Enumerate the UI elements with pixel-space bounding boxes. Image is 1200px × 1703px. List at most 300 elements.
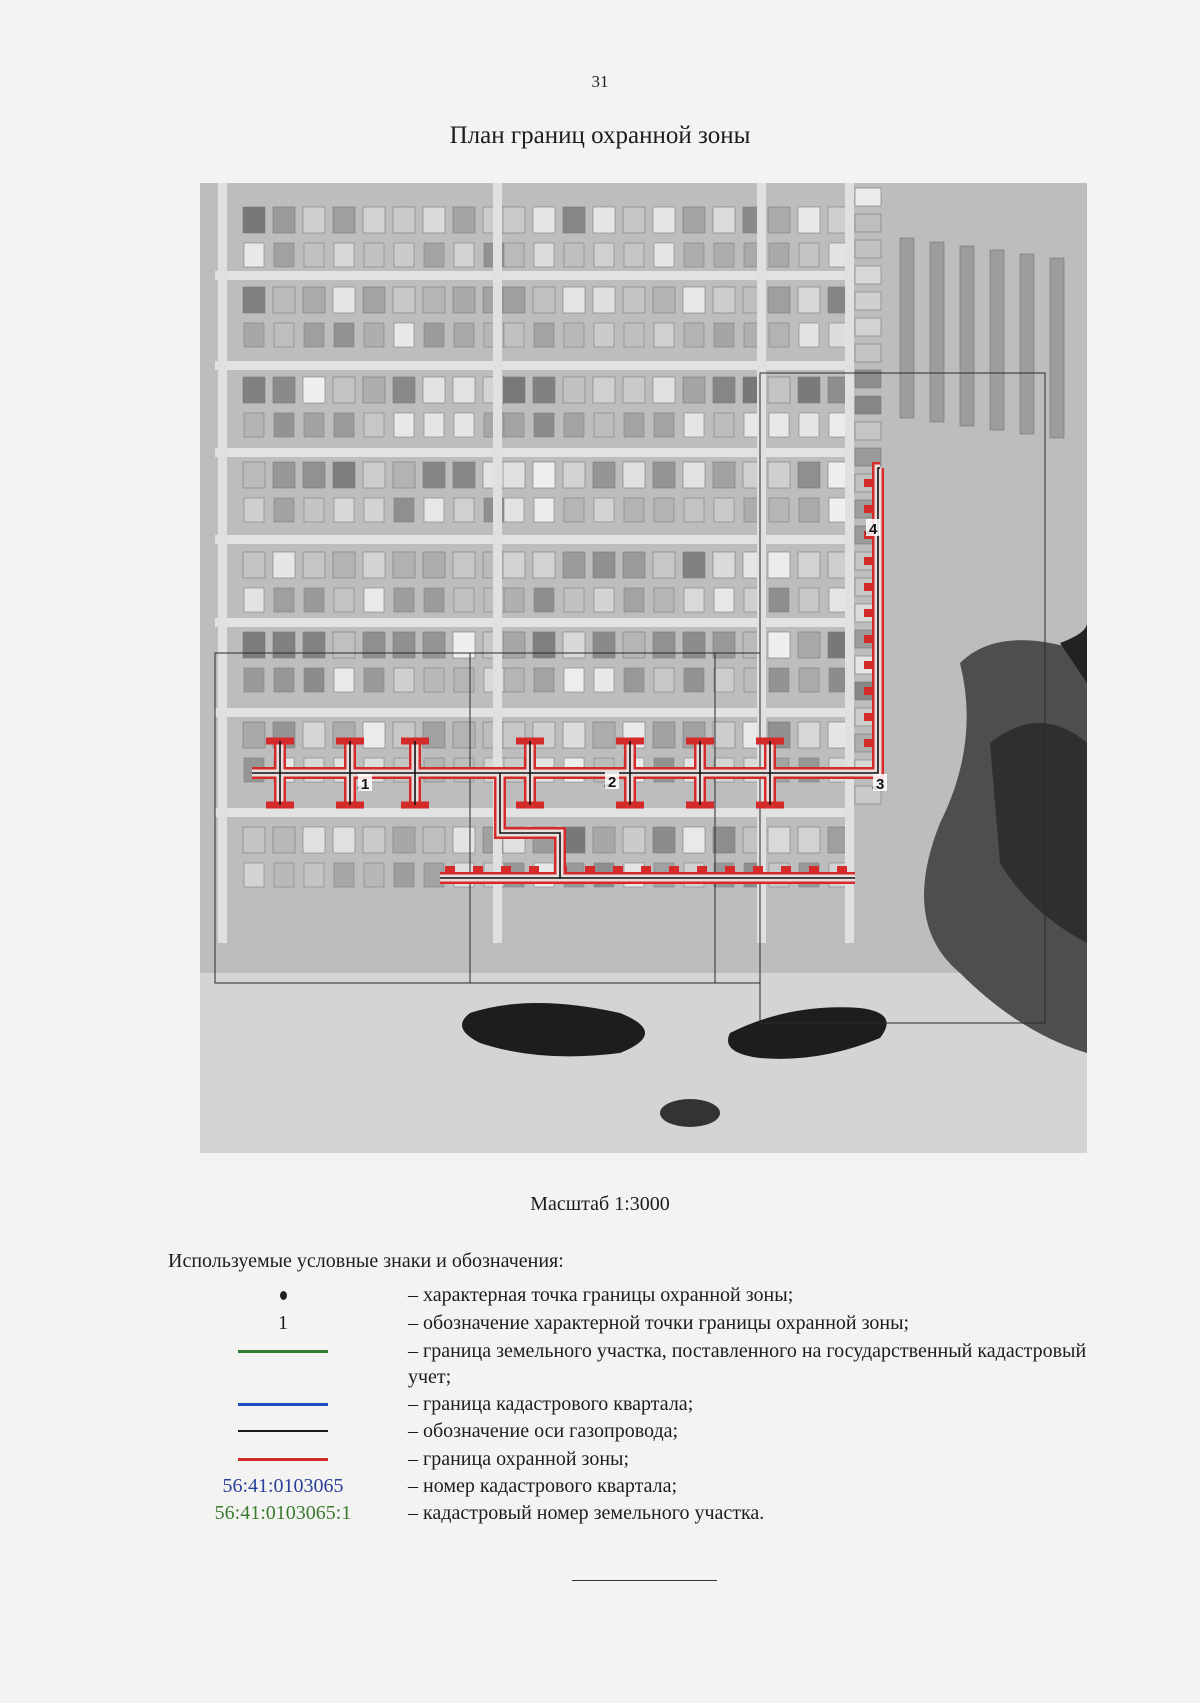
house <box>503 377 525 403</box>
house <box>304 668 324 692</box>
house <box>624 243 644 267</box>
house <box>274 863 294 887</box>
house <box>593 722 615 748</box>
house <box>594 413 614 437</box>
house <box>453 722 475 748</box>
house <box>713 287 735 313</box>
house <box>393 827 415 853</box>
house-row <box>960 246 974 426</box>
house <box>798 462 820 488</box>
house <box>684 323 704 347</box>
house <box>768 462 790 488</box>
legend-desc: – номер кадастрового квартала; <box>408 1475 678 1497</box>
open-field <box>200 973 1087 1153</box>
house <box>453 207 475 233</box>
protection-zone-line-symbol <box>238 1458 328 1461</box>
house <box>453 552 475 578</box>
street <box>845 183 854 943</box>
house <box>593 552 615 578</box>
house <box>453 287 475 313</box>
house <box>623 287 645 313</box>
house <box>364 863 384 887</box>
house <box>654 668 674 692</box>
house-row <box>900 238 914 418</box>
house <box>799 668 819 692</box>
house <box>273 207 295 233</box>
house <box>533 462 555 488</box>
house <box>653 287 675 313</box>
legend-item-protection-zone <box>168 1446 1128 1472</box>
house <box>273 377 295 403</box>
house <box>563 207 585 233</box>
house <box>855 266 881 284</box>
house <box>768 632 790 658</box>
house <box>363 462 385 488</box>
point-label: 4 <box>869 521 878 538</box>
house <box>504 323 524 347</box>
house <box>394 668 414 692</box>
house <box>393 632 415 658</box>
house <box>244 498 264 522</box>
house <box>454 588 474 612</box>
house <box>564 323 584 347</box>
house <box>504 498 524 522</box>
house <box>394 243 414 267</box>
house <box>855 422 881 440</box>
house <box>654 413 674 437</box>
house <box>363 377 385 403</box>
quarter-number-symbol: 56:41:0103065 <box>222 1474 344 1497</box>
house <box>333 632 355 658</box>
house <box>334 668 354 692</box>
house <box>423 632 445 658</box>
house <box>769 668 789 692</box>
house <box>424 668 444 692</box>
legend-item-parcel-number <box>168 1500 1128 1526</box>
house <box>243 462 265 488</box>
house <box>684 413 704 437</box>
street <box>757 183 766 943</box>
house <box>303 827 325 853</box>
house <box>424 243 444 267</box>
house <box>799 243 819 267</box>
house <box>304 498 324 522</box>
house <box>714 668 734 692</box>
house <box>624 588 644 612</box>
house <box>274 243 294 267</box>
house <box>768 207 790 233</box>
house <box>714 323 734 347</box>
house <box>243 632 265 658</box>
house <box>304 243 324 267</box>
house <box>303 377 325 403</box>
house <box>623 377 645 403</box>
house <box>533 552 555 578</box>
house <box>594 243 614 267</box>
house <box>274 498 294 522</box>
house <box>768 827 790 853</box>
house <box>273 632 295 658</box>
house <box>243 827 265 853</box>
house <box>503 207 525 233</box>
house <box>334 413 354 437</box>
legend-title: Используемые условные знаки и обозначения: <box>168 1250 564 1272</box>
house <box>653 462 675 488</box>
house <box>423 287 445 313</box>
house <box>424 323 444 347</box>
house <box>653 552 675 578</box>
house <box>563 462 585 488</box>
house <box>714 413 734 437</box>
house <box>333 377 355 403</box>
house <box>855 318 881 336</box>
house <box>593 287 615 313</box>
legend-desc: – кадастровый номер земельного участка. <box>408 1502 765 1524</box>
house <box>453 377 475 403</box>
house <box>393 377 415 403</box>
house <box>454 668 474 692</box>
house <box>683 207 705 233</box>
house <box>798 552 820 578</box>
house <box>423 207 445 233</box>
house <box>624 413 644 437</box>
legend-item-boundary-point <box>168 1282 1128 1308</box>
house <box>503 287 525 313</box>
house <box>654 588 674 612</box>
house <box>423 552 445 578</box>
house <box>713 377 735 403</box>
house <box>683 462 705 488</box>
house <box>534 498 554 522</box>
house <box>564 413 584 437</box>
map-scale: Масштаб 1:3000 <box>530 1193 670 1215</box>
house <box>394 863 414 887</box>
house <box>333 462 355 488</box>
legend-desc: – характерная точка границы охранной зоны; <box>408 1284 794 1306</box>
house <box>303 207 325 233</box>
gas-axis-line-symbol <box>238 1430 328 1432</box>
house <box>364 413 384 437</box>
legend-item-quarter-boundary <box>168 1391 1128 1417</box>
house <box>714 588 734 612</box>
house <box>623 827 645 853</box>
house <box>454 243 474 267</box>
house <box>713 722 735 748</box>
house <box>855 188 881 206</box>
house <box>454 413 474 437</box>
house-row <box>1020 254 1034 434</box>
house <box>624 323 644 347</box>
street <box>215 708 845 717</box>
house <box>423 462 445 488</box>
house <box>244 323 264 347</box>
house <box>855 214 881 232</box>
house <box>683 287 705 313</box>
house <box>363 722 385 748</box>
quarter-boundary-line-symbol <box>238 1403 328 1406</box>
house <box>424 413 444 437</box>
house <box>798 827 820 853</box>
house <box>563 552 585 578</box>
house <box>454 323 474 347</box>
house <box>504 413 524 437</box>
house <box>769 413 789 437</box>
house <box>453 462 475 488</box>
house <box>364 588 384 612</box>
house-row <box>1050 258 1064 438</box>
house <box>334 323 354 347</box>
house <box>304 863 324 887</box>
house <box>593 207 615 233</box>
house <box>394 323 414 347</box>
house <box>653 377 675 403</box>
house <box>594 323 614 347</box>
house <box>623 632 645 658</box>
house <box>363 207 385 233</box>
house <box>333 552 355 578</box>
house <box>394 498 414 522</box>
house <box>303 722 325 748</box>
house <box>855 344 881 362</box>
house <box>304 413 324 437</box>
page-title: План границ охранной зоны <box>449 122 751 149</box>
end-rule <box>572 1580 717 1581</box>
legend-desc: – граница кадастрового квартала; <box>408 1393 694 1415</box>
house <box>243 552 265 578</box>
house <box>303 632 325 658</box>
house <box>799 413 819 437</box>
house <box>593 377 615 403</box>
legend-desc: – обозначение характерной точки границы охранной зоны; <box>408 1312 910 1334</box>
point-label: 3 <box>876 776 885 793</box>
house <box>394 413 414 437</box>
house <box>274 323 294 347</box>
house <box>303 462 325 488</box>
house <box>683 827 705 853</box>
house <box>244 413 264 437</box>
street <box>218 183 227 943</box>
legend-item-parcel-boundary <box>168 1338 1128 1390</box>
house <box>333 827 355 853</box>
house <box>594 498 614 522</box>
house <box>683 377 705 403</box>
house <box>424 498 444 522</box>
legend-item-point-label <box>168 1310 1128 1336</box>
house <box>304 323 324 347</box>
house <box>273 462 295 488</box>
house <box>244 668 264 692</box>
house <box>533 377 555 403</box>
house <box>533 207 555 233</box>
parcel-number-symbol: 56:41:0103065:1 <box>214 1501 352 1524</box>
house <box>453 827 475 853</box>
legend-desc: – граница охранной зоны; <box>408 1448 630 1470</box>
house <box>534 413 554 437</box>
house <box>855 240 881 258</box>
house <box>623 207 645 233</box>
pond <box>660 1099 720 1127</box>
house <box>533 632 555 658</box>
house <box>654 498 674 522</box>
house <box>394 588 414 612</box>
legend-item-quarter-number <box>168 1473 1128 1499</box>
legend-desc: – обозначение оси газопровода; <box>408 1420 679 1442</box>
house <box>594 668 614 692</box>
house <box>563 722 585 748</box>
house <box>244 243 264 267</box>
street <box>215 448 845 457</box>
house <box>714 243 734 267</box>
house <box>653 632 675 658</box>
house <box>333 287 355 313</box>
house <box>683 632 705 658</box>
house <box>563 632 585 658</box>
house <box>799 588 819 612</box>
street <box>215 535 845 544</box>
house <box>334 243 354 267</box>
house <box>534 668 554 692</box>
house <box>534 243 554 267</box>
point-label: 1 <box>361 776 370 793</box>
house <box>653 722 675 748</box>
house <box>684 588 704 612</box>
house <box>855 292 881 310</box>
house <box>303 552 325 578</box>
house <box>593 462 615 488</box>
house <box>334 588 354 612</box>
house <box>653 207 675 233</box>
house <box>563 377 585 403</box>
house <box>563 827 585 853</box>
house <box>684 243 704 267</box>
house <box>364 243 384 267</box>
house <box>424 588 444 612</box>
legend-desc: – граница земельного участка, поставленного на государственный кадастровый учет; <box>408 1340 1087 1388</box>
house <box>683 552 705 578</box>
house <box>564 588 584 612</box>
point-label: 2 <box>608 774 617 791</box>
house <box>623 462 645 488</box>
house <box>533 287 555 313</box>
house <box>504 588 524 612</box>
house <box>593 632 615 658</box>
house <box>769 323 789 347</box>
house <box>769 243 789 267</box>
house <box>303 287 325 313</box>
house <box>423 827 445 853</box>
house <box>564 498 584 522</box>
house <box>798 377 820 403</box>
house <box>244 588 264 612</box>
house <box>769 588 789 612</box>
house <box>768 377 790 403</box>
house <box>534 323 554 347</box>
house <box>503 552 525 578</box>
house <box>273 287 295 313</box>
house <box>653 827 675 853</box>
house <box>503 462 525 488</box>
street <box>215 271 845 280</box>
street <box>215 808 845 817</box>
house <box>363 632 385 658</box>
house <box>564 243 584 267</box>
boundary-point-symbol <box>280 1291 287 1300</box>
house <box>799 498 819 522</box>
house <box>243 287 265 313</box>
house <box>593 827 615 853</box>
house-row <box>990 250 1004 430</box>
house <box>393 207 415 233</box>
house <box>274 413 294 437</box>
house <box>243 377 265 403</box>
house <box>334 498 354 522</box>
house <box>274 668 294 692</box>
house <box>798 287 820 313</box>
house <box>798 207 820 233</box>
house <box>713 552 735 578</box>
parcel-boundary-line-symbol <box>238 1350 328 1353</box>
house <box>393 552 415 578</box>
house <box>855 396 881 414</box>
house <box>768 287 790 313</box>
house <box>364 498 384 522</box>
house <box>363 827 385 853</box>
house <box>798 632 820 658</box>
street <box>215 618 845 627</box>
house <box>713 827 735 853</box>
house <box>244 863 264 887</box>
house <box>423 377 445 403</box>
house <box>363 287 385 313</box>
house <box>654 323 674 347</box>
house <box>334 863 354 887</box>
house <box>624 498 644 522</box>
legend-item-gas-axis <box>168 1418 1128 1444</box>
house <box>624 668 644 692</box>
house <box>503 632 525 658</box>
house <box>714 498 734 522</box>
house <box>684 498 704 522</box>
house-row <box>930 242 944 422</box>
house <box>273 552 295 578</box>
point-label-symbol: 1 <box>278 1311 288 1334</box>
house <box>623 552 645 578</box>
house <box>769 498 789 522</box>
house <box>304 588 324 612</box>
house <box>798 722 820 748</box>
house <box>393 287 415 313</box>
house <box>393 462 415 488</box>
house <box>713 207 735 233</box>
house <box>799 323 819 347</box>
house <box>243 722 265 748</box>
house <box>333 207 355 233</box>
house <box>453 632 475 658</box>
house <box>454 498 474 522</box>
aerial-map[interactable] <box>200 183 1087 1153</box>
page-number: 31 <box>591 72 609 91</box>
house <box>504 668 524 692</box>
house <box>768 552 790 578</box>
house <box>534 588 554 612</box>
house <box>363 552 385 578</box>
house <box>274 588 294 612</box>
house <box>364 668 384 692</box>
house <box>654 243 674 267</box>
house <box>713 632 735 658</box>
house <box>364 323 384 347</box>
house <box>504 243 524 267</box>
